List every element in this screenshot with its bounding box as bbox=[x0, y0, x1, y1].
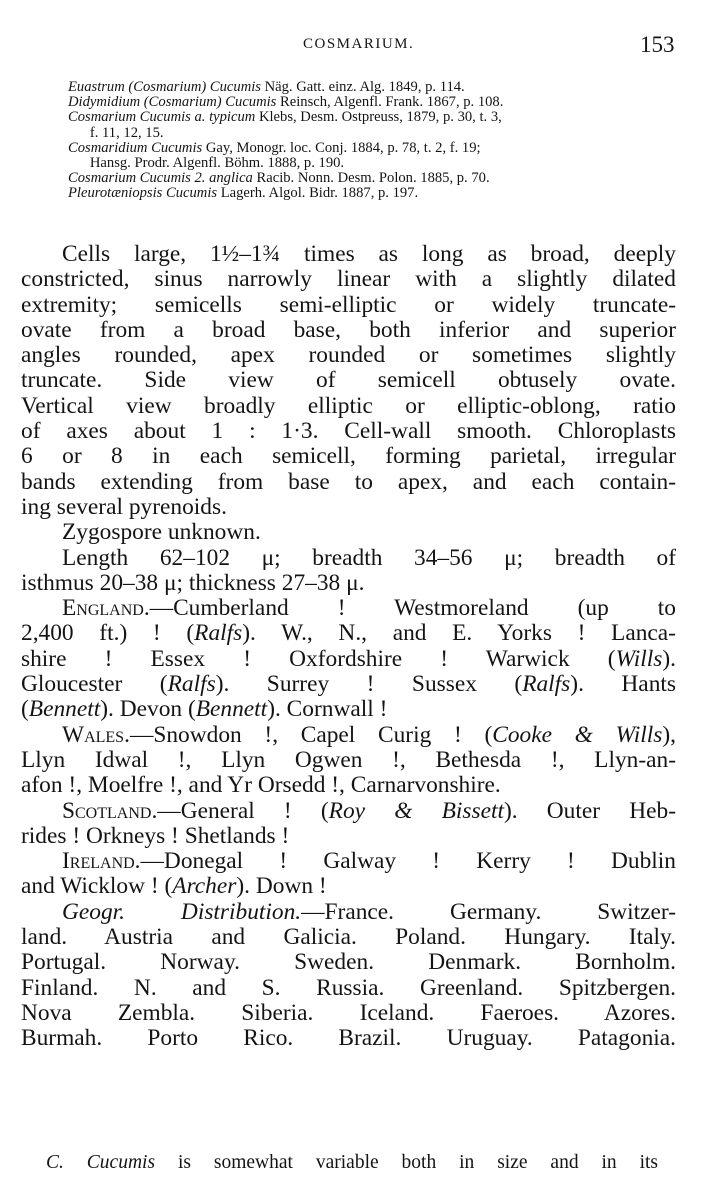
authority-name: Wills bbox=[615, 645, 663, 672]
authority-name: Bennett bbox=[195, 696, 268, 723]
description-line: ing several pyrenoids. bbox=[21, 493, 227, 520]
closing-text: is somewhat variable both in size and in its bbox=[155, 1152, 658, 1173]
page-number: 153 bbox=[640, 32, 675, 57]
region-label: England. bbox=[62, 595, 150, 622]
distribution-line bbox=[21, 824, 676, 849]
description-line: constricted, sinus narrowly linear with a slightly dilated bbox=[21, 266, 676, 293]
locality-text: —Donegal ! Galway ! Kerry ! Dublin bbox=[140, 848, 676, 875]
locality-text: ). Down ! bbox=[236, 873, 327, 900]
description-line: extremity; semicells semi-elliptic or widely truncate- bbox=[21, 291, 676, 318]
distribution-line bbox=[21, 976, 676, 1001]
synonym-line bbox=[68, 186, 688, 201]
locality-text: —General ! ( bbox=[157, 797, 329, 824]
description-line: ovate from a broad base, both inferior and superior bbox=[21, 316, 676, 343]
locality-text: Finland. N. and S. Russia. Greenland. Spitzbergen. bbox=[21, 974, 676, 1001]
authority-name: Ralfs bbox=[522, 671, 571, 698]
locality-text: afon !, Moelfre !, and Yr Orsedd !, Carnarvonshire. bbox=[21, 772, 501, 799]
synonym-line bbox=[68, 80, 688, 95]
distribution-ireland bbox=[21, 849, 676, 900]
synonym-line bbox=[68, 110, 688, 125]
description-line: 6 or 8 in each semicell, forming parietal, irregular bbox=[21, 443, 676, 470]
distribution-line bbox=[21, 950, 676, 975]
locality-text: —Cumberland ! Westmoreland (up to bbox=[149, 595, 676, 622]
synonym-reference: Klebs, Desm. Ostpreuss, 1879, p. 30, t. 3, bbox=[255, 109, 502, 126]
synonym-line bbox=[68, 171, 688, 186]
distribution-geogr bbox=[21, 900, 676, 1052]
cell-description bbox=[21, 242, 676, 520]
distribution-line bbox=[21, 1001, 676, 1026]
synonym-reference: Reinsch, Algenfl. Frank. 1867, p. 108. bbox=[276, 94, 504, 111]
synonymy-list bbox=[68, 80, 688, 202]
locality-text: rides ! Orkneys ! Shetlands ! bbox=[21, 822, 290, 849]
closing-line bbox=[46, 1152, 658, 1174]
synonym-name: Cosmaridium Cucumis bbox=[68, 139, 203, 156]
authority-name: Bennett bbox=[28, 696, 101, 723]
synonym-line bbox=[68, 141, 688, 156]
description-line: of axes about 1 : 1·3. Cell-wall smooth. Chloroplasts bbox=[21, 418, 676, 445]
synonym-line bbox=[68, 156, 688, 171]
locality-text: ). Devon ( bbox=[100, 696, 196, 723]
synonym-name: Cosmarium Cucumis 2. anglica bbox=[68, 170, 253, 187]
synonym-reference: Hansg. Prodr. Algenfl. Böhm. 1888, p. 190. bbox=[68, 155, 345, 172]
synonym-reference: Racib. Nonn. Desm. Polon. 1885, p. 70. bbox=[252, 170, 490, 187]
distribution-line bbox=[21, 849, 676, 874]
synonym-name: Cosmarium Cucumis a. typicum bbox=[68, 109, 256, 126]
locality-text: Burmah. Porto Rico. Brazil. Uruguay. Patagonia. bbox=[21, 1025, 676, 1052]
distribution-records bbox=[21, 596, 676, 1051]
dimension-line: Length 62–102 μ; breadth 34–56 μ; breadth of bbox=[62, 544, 676, 571]
locality-text: ). Outer Heb- bbox=[503, 797, 676, 824]
locality-text: ). Cornwall ! bbox=[267, 696, 388, 723]
authority-name: Ralfs bbox=[194, 620, 243, 647]
distribution-line bbox=[21, 647, 676, 672]
synonym-reference: Näg. Gatt. einz. Alg. 1849, p. 114. bbox=[260, 79, 465, 95]
description-line: truncate. Side view of semicell obtusely ovate. bbox=[21, 367, 676, 394]
running-title: COSMARIUM. bbox=[303, 36, 415, 52]
locality-text: shire ! Essex ! Oxfordshire ! Warwick ( bbox=[21, 645, 616, 672]
distribution-line bbox=[21, 874, 676, 899]
page-header bbox=[0, 32, 712, 64]
region-label: Ireland. bbox=[62, 848, 141, 875]
synonym-name: Pleurotæniopsis Cucumis bbox=[68, 185, 218, 202]
locality-text: Nova Zembla. Siberia. Iceland. Faeroes. Azores. bbox=[21, 999, 676, 1026]
locality-text: Portugal. Norway. Sweden. Denmark. Bornholm. bbox=[21, 949, 676, 976]
region-label: Scotland. bbox=[62, 797, 158, 824]
locality-text: ). Hants bbox=[570, 671, 676, 698]
synonym-line bbox=[68, 95, 688, 110]
locality-text: Gloucester ( bbox=[21, 671, 168, 698]
distribution-line bbox=[21, 621, 676, 646]
distribution-scotland bbox=[21, 799, 676, 850]
distribution-line bbox=[21, 672, 676, 697]
authority-name: Cooke & Wills bbox=[492, 721, 663, 748]
region-label: Geogr. Distribution. bbox=[62, 898, 302, 925]
dimensions bbox=[21, 546, 676, 597]
description-line: angles rounded, apex rounded or sometimes slightly bbox=[21, 342, 676, 369]
distribution-line bbox=[21, 773, 676, 798]
description-line: bands extending from base to apex, and each contain- bbox=[21, 468, 676, 495]
distribution-wales bbox=[21, 723, 676, 799]
distribution-line bbox=[21, 1026, 676, 1051]
synonym-name: Euastrum (Cosmarium) Cucumis bbox=[68, 79, 261, 95]
synonym-line bbox=[68, 126, 688, 141]
locality-text: land. Austria and Galicia. Poland. Hungary. Italy. bbox=[21, 924, 676, 951]
distribution-line bbox=[21, 748, 676, 773]
locality-text: ( bbox=[21, 696, 29, 723]
distribution-line bbox=[21, 723, 676, 748]
synonym-reference: f. 11, 12, 15. bbox=[68, 124, 164, 141]
distribution-line bbox=[21, 596, 676, 621]
synonym-reference: Gay, Monogr. loc. Conj. 1884, p. 78, t. 2, f. 19; bbox=[202, 139, 481, 156]
description-line: Cells large, 1½–1¾ times as long as broad, deeply bbox=[62, 241, 676, 267]
dimension-line: isthmus 20–38 μ; thickness 27–38 μ. bbox=[21, 569, 365, 596]
authority-name: Roy & Bissett bbox=[328, 797, 504, 824]
distribution-line bbox=[21, 925, 676, 950]
description-line: Vertical view broadly elliptic or elliptic-oblong, ratio bbox=[21, 392, 676, 419]
locality-text: —Snowdon !, Capel Curig ! ( bbox=[129, 721, 493, 748]
authority-name: Ralfs bbox=[167, 671, 216, 698]
locality-text: ). W., N., and E. Yorks ! Lanca- bbox=[242, 620, 676, 647]
authority-name: Archer bbox=[172, 873, 237, 900]
synonym-reference: Lagerh. Algol. Bidr. 1887, p. 197. bbox=[217, 185, 419, 202]
locality-text: ), bbox=[662, 721, 677, 748]
distribution-line bbox=[21, 697, 676, 722]
zygospore-note: Zygospore unknown. bbox=[62, 519, 261, 546]
locality-text: 2,400 ft.) ! ( bbox=[21, 620, 195, 647]
locality-text: ). Surrey ! Sussex ( bbox=[215, 671, 523, 698]
distribution-line bbox=[21, 799, 676, 824]
locality-text: —France. Germany. Switzer- bbox=[301, 898, 676, 925]
region-label: Wales. bbox=[62, 721, 130, 748]
closing-species-name: C. Cucumis bbox=[46, 1152, 156, 1173]
locality-text: and Wicklow ! ( bbox=[21, 873, 173, 900]
distribution-england bbox=[21, 596, 676, 722]
locality-text: Llyn Idwal !, Llyn Ogwen !, Bethesda !, Llyn-an- bbox=[21, 746, 676, 773]
synonym-name: Didymidium (Cosmarium) Cucumis bbox=[68, 94, 277, 111]
species-text bbox=[21, 242, 676, 1052]
distribution-line bbox=[21, 900, 676, 925]
locality-text: ). bbox=[662, 645, 676, 672]
